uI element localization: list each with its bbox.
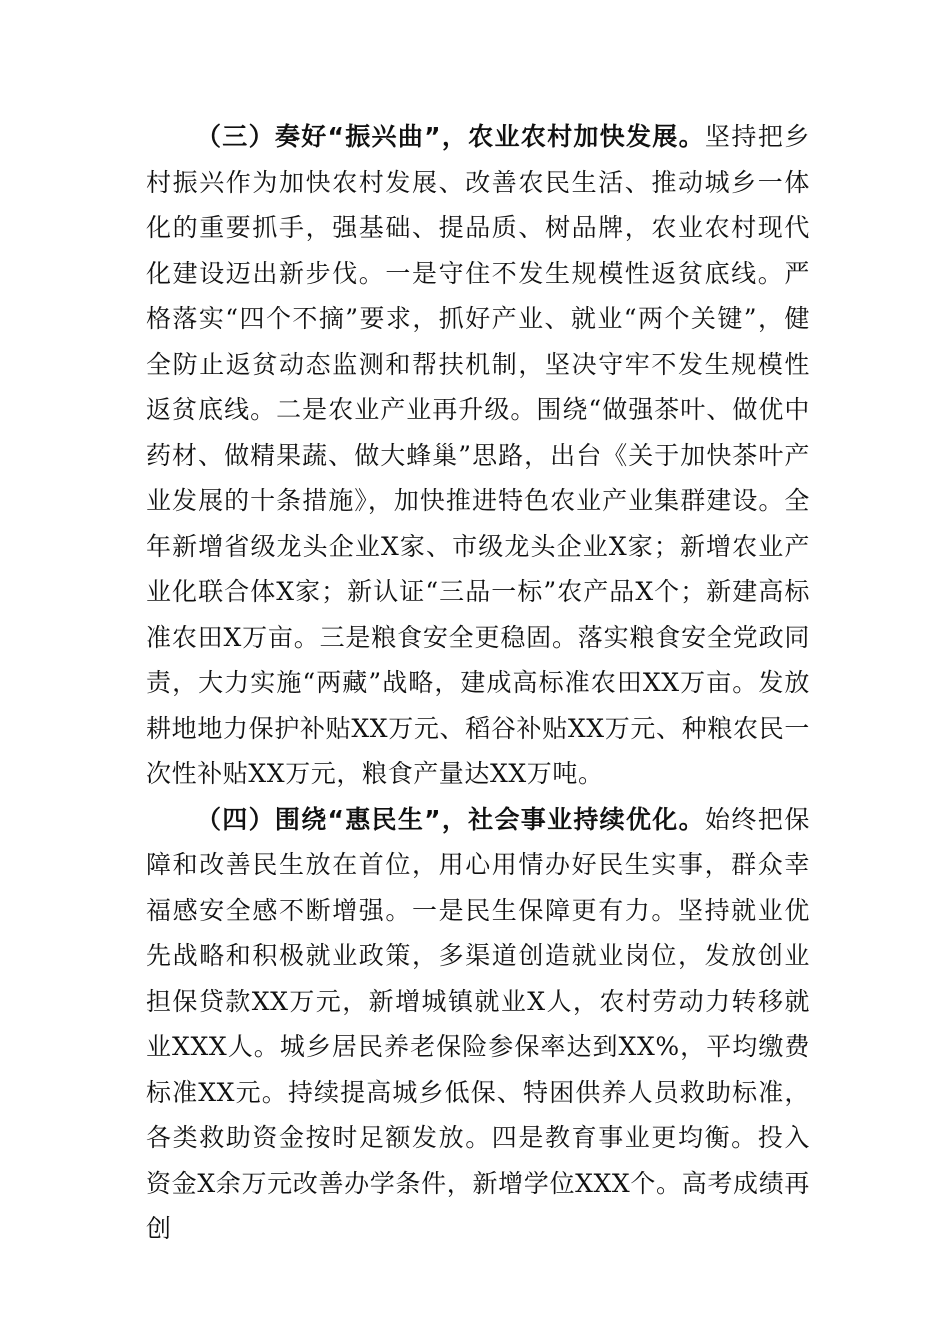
paragraph-heading: （四）围绕“惠民生”，社会事业持续优化。 [196, 804, 705, 834]
document-body [146, 114, 810, 1252]
paragraph-text: 坚持把乡村振兴作为加快农村发展、改善农民生活、推动城乡一体化的重要抓手，强基础、提品质、树品牌，农业农村现代化建设迈出新步伐。一是守住不发生规模性返贫底线。严格落实“四个不摘”要求，抓好产业、就业“两个关键”，健全防止返贫动态监测和帮扶机制，坚决守牢不发生规模性返贫底线。二是农业产业再升级。围绕“做强茶叶、做优中药材、做精果蔬、做大蜂巢”思路，出台《关于加快茶叶产业发展的十条措施》，加快推进特色农业产业集群建设。全年新增省级龙头企业X家、市级龙头企业X家；新增农业产业化联合体X家；新认证“三品一标”农产品X个；新建高标准农田X万亩。三是粮食安全更稳固。落实粮食安全党政同责，大力实施“两藏”战略，建成高标准农田XX万亩。发放耕地地力保护补贴XX万元、稻谷补贴XX万元、种粮农民一次性补贴XX万元，粮食产量达XX万吨。 [146, 122, 810, 788]
paragraph-livelihood [146, 797, 810, 1252]
paragraph-heading: （三）奏好“振兴曲”，农业农村加快发展。 [196, 122, 705, 151]
paragraph-agriculture [146, 114, 810, 797]
paragraph-text: 始终把保障和改善民生放在首位，用心用情办好民生实事，群众幸福感安全感不断增强。一是民生保障更有力。坚持就业优先战略和积极就业政策，多渠道创造就业岗位，发放创业担保贷款XX万元，新增城镇就业X人，农村劳动力转移就业XXX人。城乡居民养老保险参保率达到XX%，平均缴费标准XX元。持续提高城乡低保、特困供养人员救助标准，各类救助资金按时足额发放。四是教育事业更均衡。投入资金X余万元改善办学条件，新增学位XXX个。高考成绩再创 [146, 804, 810, 1243]
